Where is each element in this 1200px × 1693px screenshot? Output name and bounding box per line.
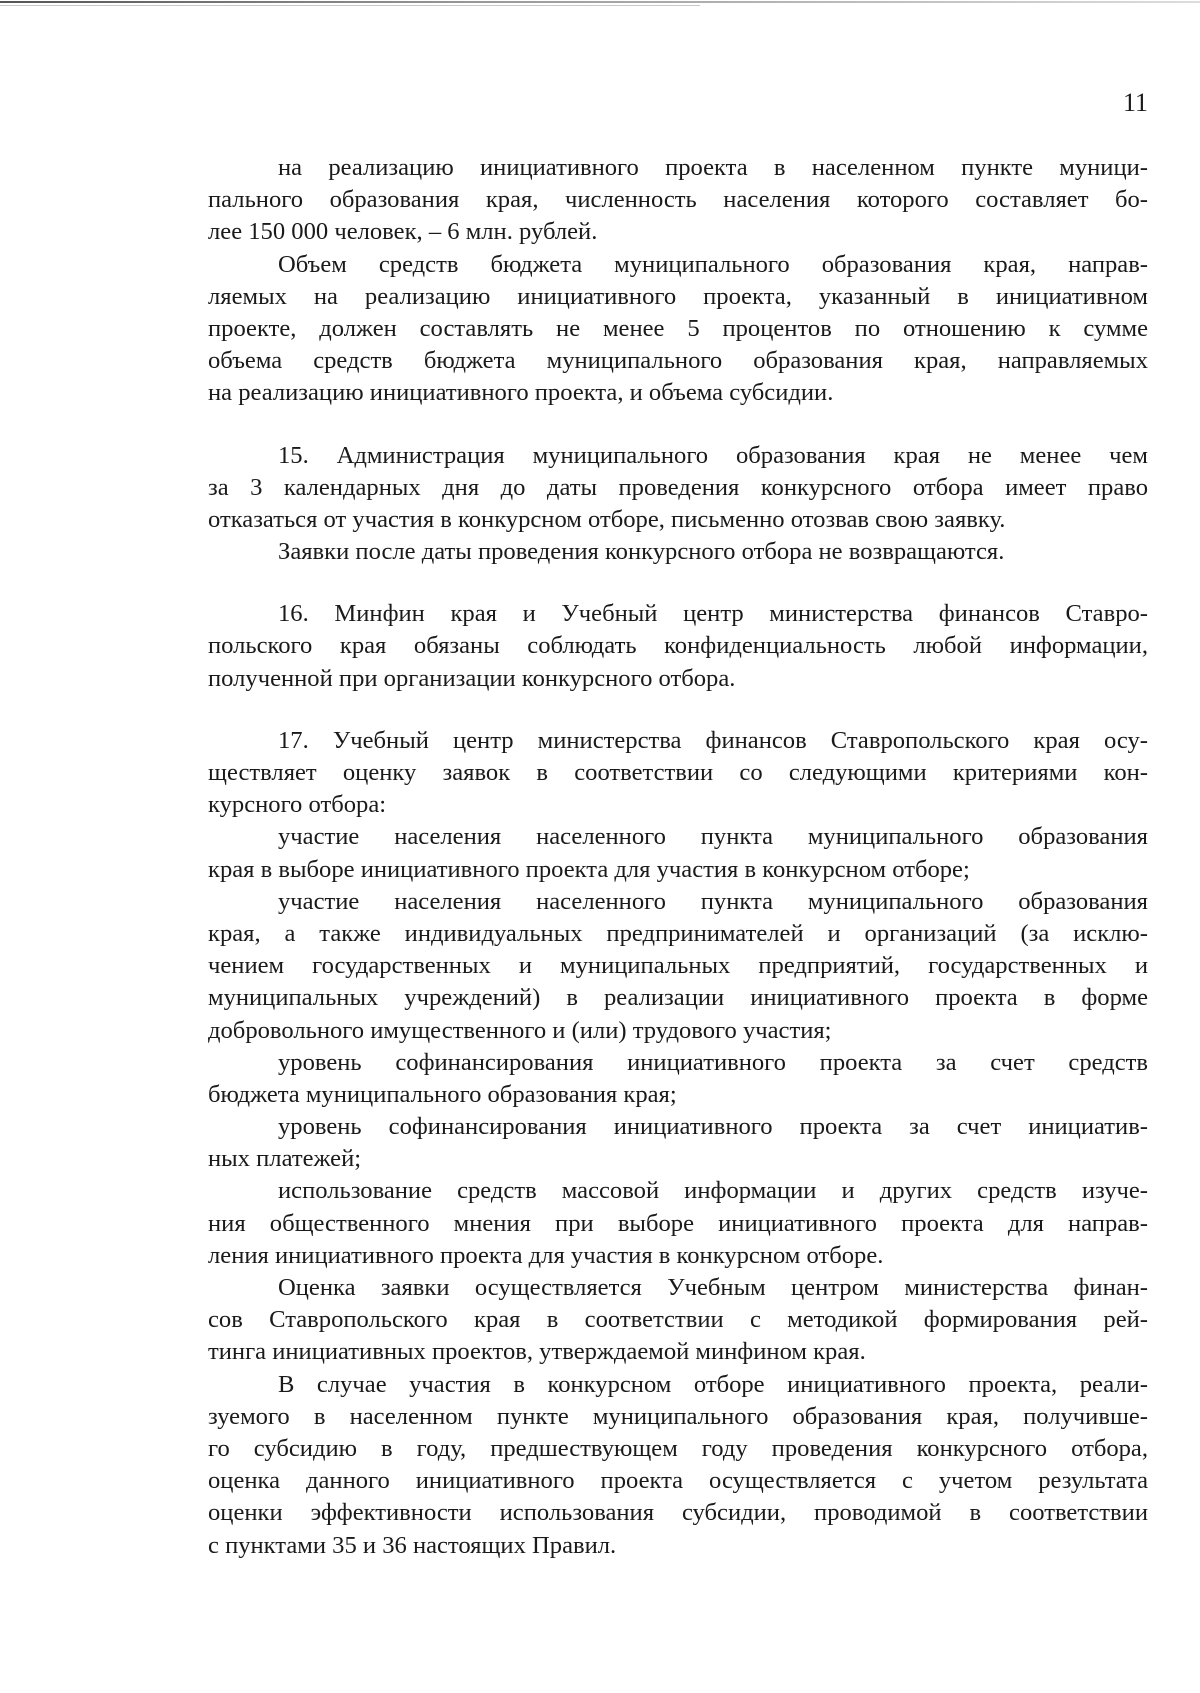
text-line: на реализацию инициативного проекта, и объема субсидии. (208, 379, 834, 407)
text-line: 17. Учебный центр министерства финансов Ставропольского края осу- (278, 726, 1148, 754)
text-line: ляемых на реализацию инициативного проекта, указанный в инициативном (208, 282, 1148, 310)
text-line: чением государственных и муниципальных предприятий, государственных и (208, 952, 1148, 980)
text-line: использование средств массовой информации и других средств изуче- (278, 1177, 1148, 1205)
text-line: полученной при организации конкурсного отбора. (208, 664, 736, 692)
text-line: участие населения населенного пункта муниципального образования (278, 823, 1148, 851)
text-line: бюджета муниципального образования края; (208, 1080, 677, 1108)
text-line: участие населения населенного пункта муниципального образования (278, 887, 1148, 915)
text-line: польского края обязаны соблюдать конфиденциальность любой информации, (208, 632, 1148, 660)
text-line: с пунктами 35 и 36 настоящих Правил. (208, 1531, 617, 1559)
paragraph-gap (208, 568, 1148, 598)
text-line: тинга инициативных проектов, утверждаемой минфином края. (208, 1338, 866, 1366)
text-line: добровольного имущественного и (или) трудового участия; (208, 1016, 832, 1044)
paragraph-gap (208, 695, 1148, 725)
text-line: на реализацию инициативного проекта в населенном пункте муници- (278, 154, 1148, 181)
text-line: оценки эффективности использования субсидии, проводимой в соответствии (208, 1499, 1148, 1527)
scan-edge-line-faint (0, 5, 700, 6)
text-line: ления инициативного проекта для участия в конкурсном отборе. (208, 1241, 884, 1269)
text-line: уровень софинансирования инициативного проекта за счет инициатив- (278, 1113, 1148, 1141)
text-line: курсного отбора: (208, 791, 387, 819)
text-line: В случае участия в конкурсном отборе инициативного проекта, реали- (278, 1370, 1148, 1398)
text-line: 16. Минфин края и Учебный центр министерства финансов Ставро- (278, 600, 1148, 628)
text-line: зуемого в населенном пункте муниципального образования края, получивше- (208, 1402, 1148, 1430)
text-line: ния общественного мнения при выборе инициативного проекта для направ- (208, 1209, 1148, 1237)
text-line: 15. Администрация муниципального образования края не менее чем (278, 441, 1148, 469)
text-line: проекте, должен составлять не менее 5 процентов по отношению к сумме (208, 314, 1148, 342)
text-line: края, а также индивидуальных предпринимателей и организаций (за исклю- (208, 919, 1148, 947)
text-line: Заявки после даты проведения конкурсного отбора не возвращаются. (278, 538, 1005, 566)
text-line: го субсидию в году, предшествующем году проведения конкурсного отбора, (208, 1434, 1148, 1462)
text-line: ных платежей; (208, 1145, 362, 1173)
text-line: отказаться от участия в конкурсном отборе, письменно отозвав свою заявку. (208, 505, 1006, 533)
text-line: Объем средств бюджета муниципального образования края, направ- (278, 250, 1148, 278)
document-body (208, 152, 1148, 1562)
text-line: за 3 календарных дня до даты проведения конкурсного отбора имеет право (208, 473, 1148, 501)
text-line: оценка данного инициативного проекта осуществляется с учетом результата (208, 1467, 1148, 1495)
text-line: уровень софинансирования инициативного проекта за счет средств (278, 1048, 1148, 1076)
text-line: Оценка заявки осуществляется Учебным центром министерства финан- (278, 1274, 1148, 1301)
text-line: ществляет оценку заявок в соответствии со следующими критериями кон- (208, 759, 1148, 786)
text-line: края в выборе инициативного проекта для участия в конкурсном отборе; (208, 855, 970, 883)
text-line: сов Ставропольского края в соответствии с методикой формирования рей- (208, 1306, 1148, 1334)
text-line: объема средств бюджета муниципального образования края, направляемых (208, 347, 1148, 375)
page-number: 11 (1122, 88, 1148, 117)
scan-edge-line (0, 1, 1200, 3)
paragraph-gap (208, 410, 1148, 440)
text-line: пального образования края, численность населения которого составляет бо- (208, 186, 1148, 214)
text-line: муниципальных учреждений) в реализации инициативного проекта в форме (208, 984, 1148, 1012)
text-line: лее 150 000 человек, – 6 млн. рублей. (208, 218, 598, 246)
